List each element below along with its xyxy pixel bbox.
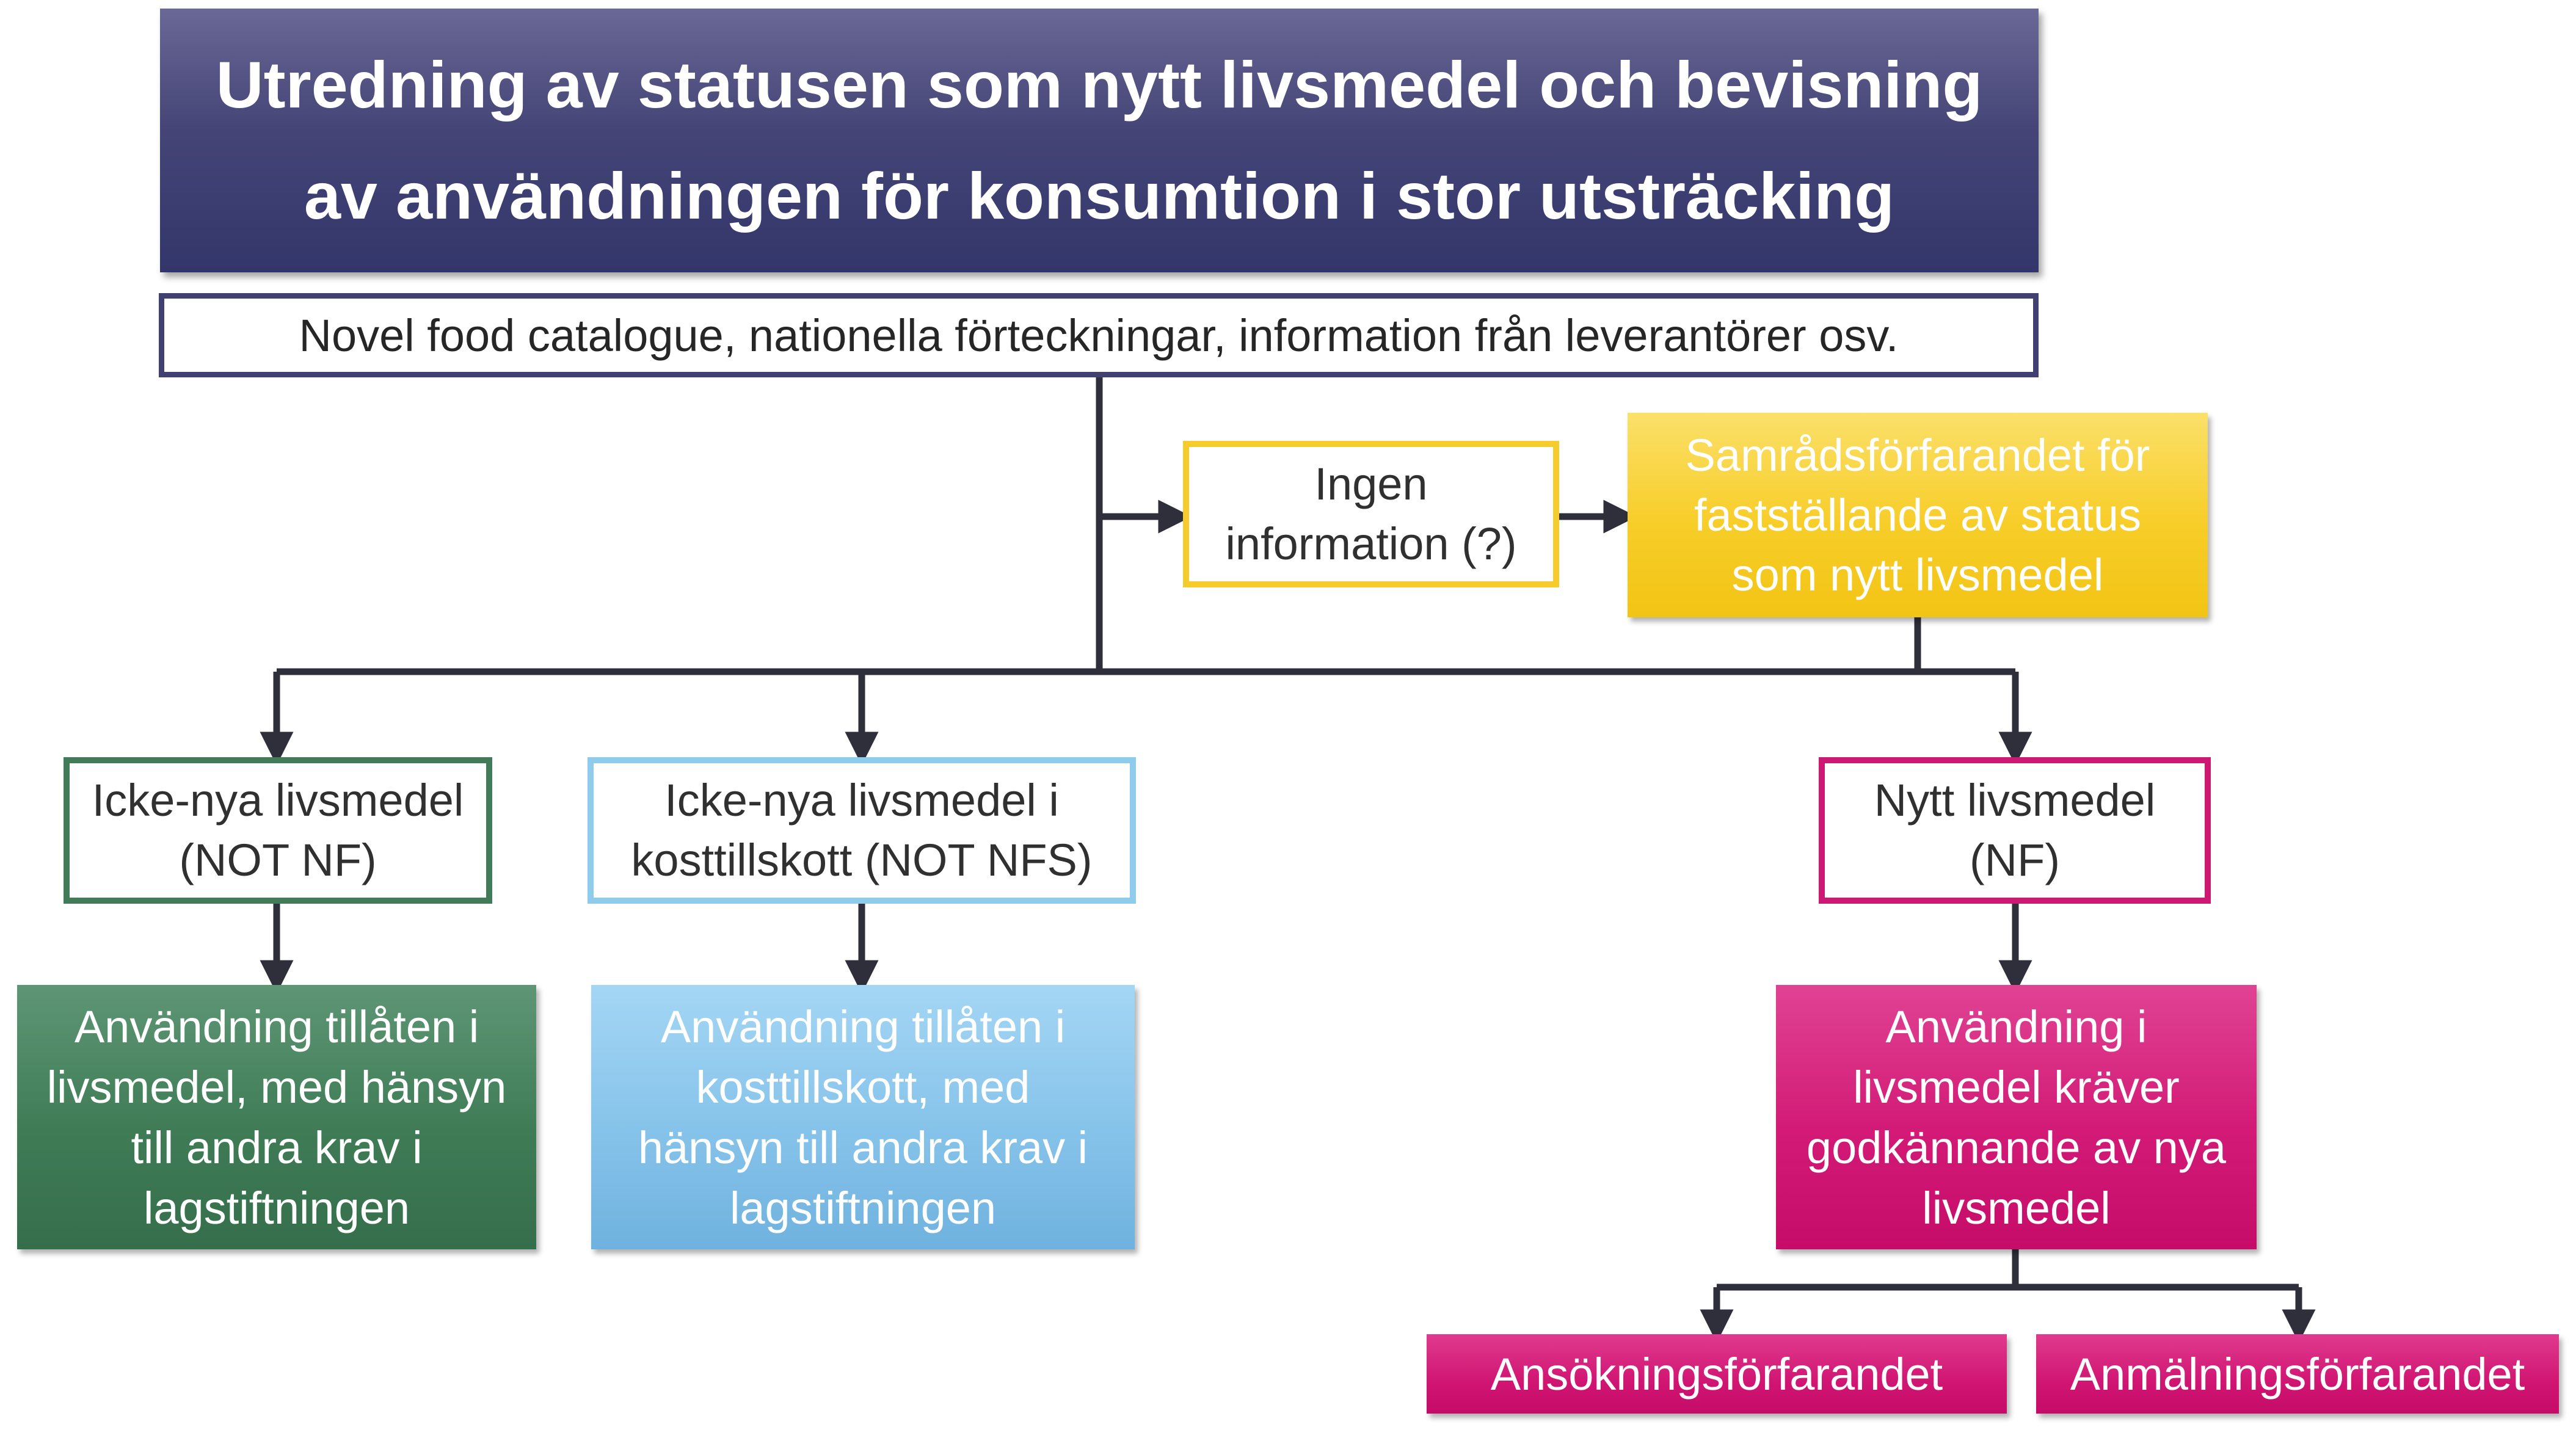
procedure-split-line [1717, 1249, 2299, 1287]
outcome-not-novel-food: Användning tillåten i livsmedel, med hänsyn till andra krav i lagstiftningen [17, 985, 536, 1249]
not-novel-food-supplement-box: Icke-nya livsmedel i kosttillskott (NOT NFS) [588, 757, 1136, 904]
outcome-novel-food: Användning i livsmedel kräver godkännande av nya livsmedel [1776, 985, 2257, 1249]
information-sources-box: Novel food catalogue, nationella förteckningar, information från leverantörer osv. [159, 293, 2039, 377]
diagram-title: Utredning av statusen som nytt livsmedel och bevisning av användningen för konsumtion i stor utsträcking [160, 9, 2039, 272]
no-information-box: Ingen information (?) [1183, 441, 1559, 587]
novel-food-box: Nytt livsmedel (NF) [1819, 757, 2211, 904]
application-procedure-box: Ansökningsförfarandet [1427, 1334, 2007, 1414]
outcome-not-novel-food-supplement: Användning tillåten i kosttillskott, med hänsyn till andra krav i lagstiftningen [591, 985, 1135, 1249]
not-novel-food-box: Icke-nya livsmedel (NOT NF) [64, 757, 492, 904]
consultation-procedure-box: Samrådsförfarandet för fastställande av status som nytt livsmedel [1628, 413, 2208, 617]
notification-procedure-box: Anmälningsförfarandet [2036, 1334, 2559, 1414]
